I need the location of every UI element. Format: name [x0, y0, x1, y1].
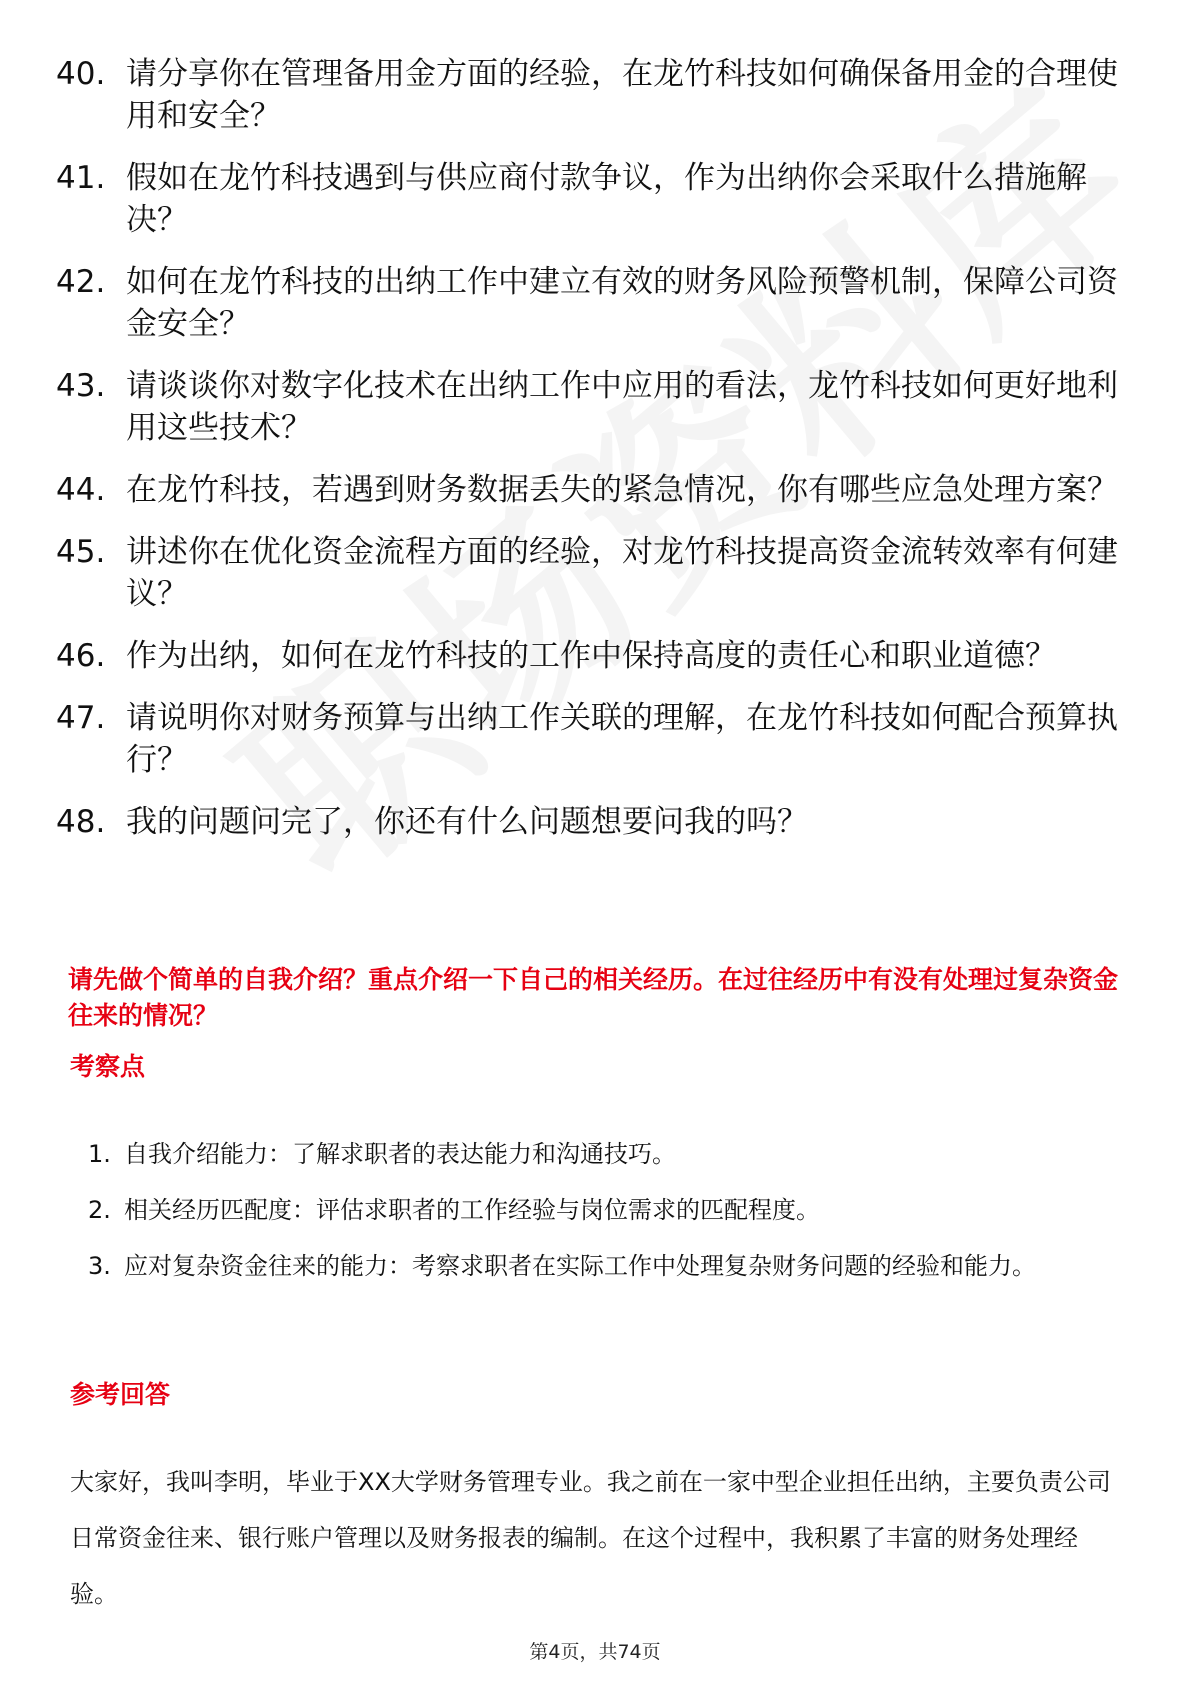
question-number: 45. [56, 534, 106, 570]
question-number: 40. [56, 56, 106, 92]
question-item [56, 697, 1126, 781]
question-list [56, 53, 1126, 863]
exam-points-heading: 考察点 [70, 1052, 146, 1081]
reference-answer-text: 大家好，我叫李明，毕业于XX大学财务管理专业。我之前在一家中型企业担任出纳，主要负责公司日常资金往来、银行账户管理以及财务报表的编制。在这个过程中，我积累了丰富的财务处理经验。 [70, 1468, 1111, 1608]
page-footer: 第4页，共74页 [529, 1641, 661, 1663]
exam-point-number: 2. [88, 1196, 111, 1224]
question-number: 44. [56, 472, 106, 508]
exam-point-item [88, 1238, 1118, 1294]
question-item [56, 157, 1126, 241]
question-item [56, 801, 1126, 843]
question-text: 请说明你对财务预算与出纳工作关联的理解，在龙竹科技如何配合预算执行？ [126, 700, 1118, 778]
question-text: 如何在龙竹科技的出纳工作中建立有效的财务风险预警机制，保障公司资金安全？ [126, 264, 1118, 342]
exam-points-list [88, 1126, 1118, 1294]
question-text: 讲述你在优化资金流程方面的经验，对龙竹科技提高资金流转效率有何建议？ [126, 534, 1118, 612]
question-text: 请谈谈你对数字化技术在出纳工作中应用的看法，龙竹科技如何更好地利用这些技术？ [126, 368, 1118, 446]
question-number: 42. [56, 264, 106, 300]
question-item [56, 365, 1126, 449]
question-number: 41. [56, 160, 106, 196]
question-text: 作为出纳，如何在龙竹科技的工作中保持高度的责任心和职业道德？ [126, 638, 1056, 674]
exam-point-item [88, 1182, 1118, 1238]
question-number: 43. [56, 368, 106, 404]
question-text: 请分享你在管理备用金方面的经验，在龙竹科技如何确保备用金的合理使用和安全？ [126, 56, 1118, 134]
question-text: 我的问题问完了，你还有什么问题想要问我的吗？ [126, 804, 808, 840]
exam-point-number: 1. [88, 1140, 111, 1168]
exam-point-text: 相关经历匹配度：评估求职者的工作经验与岗位需求的匹配程度。 [124, 1196, 820, 1224]
question-number: 48. [56, 804, 106, 840]
exam-point-text: 应对复杂资金往来的能力：考察求职者在实际工作中处理复杂财务问题的经验和能力。 [124, 1252, 1036, 1280]
exam-point-item [88, 1126, 1118, 1182]
exam-point-text: 自我介绍能力：了解求职者的表达能力和沟通技巧。 [124, 1140, 676, 1168]
question-text: 假如在龙竹科技遇到与供应商付款争议，作为出纳你会采取什么措施解决？ [126, 160, 1087, 238]
question-item [56, 261, 1126, 345]
question-item [56, 635, 1126, 677]
highlight-question: 请先做个简单的自我介绍？重点介绍一下自己的相关经历。在过往经历中有没有处理过复杂资金往来的情况？ [68, 965, 1119, 1030]
reference-answer-heading: 参考回答 [70, 1380, 171, 1409]
question-item [56, 531, 1126, 615]
question-item [56, 53, 1126, 137]
question-item [56, 469, 1126, 511]
question-number: 46. [56, 638, 106, 674]
exam-point-number: 3. [88, 1252, 111, 1280]
question-text: 在龙竹科技，若遇到财务数据丢失的紧急情况，你有哪些应急处理方案？ [126, 472, 1118, 508]
question-number: 47. [56, 700, 106, 736]
